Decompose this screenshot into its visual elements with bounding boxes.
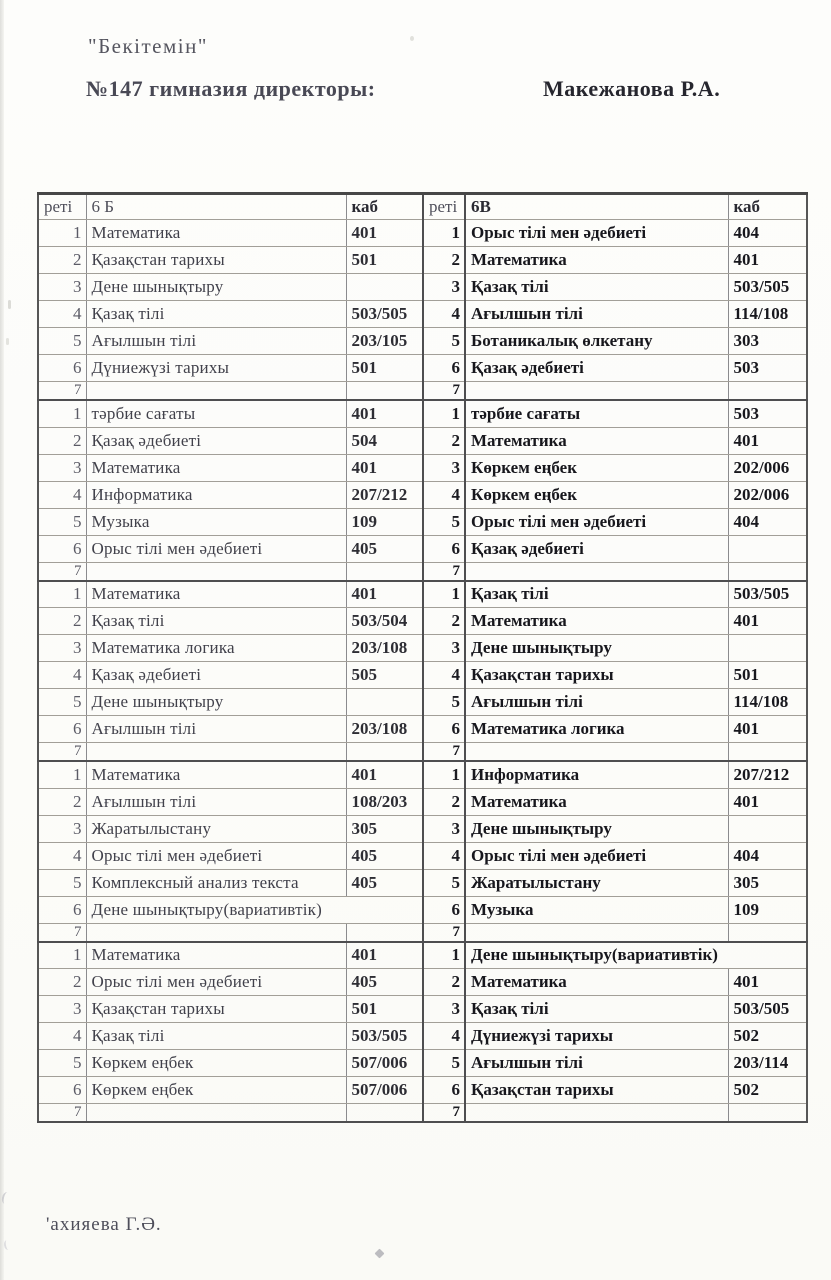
period-number-6v: 7: [423, 923, 465, 942]
subject-6v: [465, 923, 728, 942]
room-6v: 404: [728, 842, 807, 869]
room-6v: 109: [728, 896, 807, 923]
timetable-row: [38, 1077, 807, 1104]
subject-6b: Орыс тілі мен әдебиеті: [86, 969, 346, 996]
room-6b: 501: [346, 996, 423, 1023]
subject-6b: Қазақстан тарихы: [86, 996, 346, 1023]
timetable-row: [38, 923, 807, 942]
period-number-6b: 3: [38, 274, 86, 301]
timetable-row: [38, 328, 807, 355]
room-6v: [728, 1104, 807, 1123]
room-6b: 401: [346, 581, 423, 608]
subject-6b: Қазақ әдебиеті: [86, 427, 346, 454]
timetable-row: [38, 220, 807, 247]
period-number-6b: 1: [38, 581, 86, 608]
timetable-row: [38, 635, 807, 662]
subject-6v: тәрбие сағаты: [465, 400, 728, 427]
timetable-row: [38, 581, 807, 608]
subject-6b: Математика: [86, 220, 346, 247]
subject-6b: Математика: [86, 761, 346, 788]
room-6v: 503: [728, 400, 807, 427]
room-6v: 503/505: [728, 996, 807, 1023]
period-number-6b: 4: [38, 1023, 86, 1050]
room-6b: 501: [346, 247, 423, 274]
room-6v: 401: [728, 608, 807, 635]
subject-6v: Дүниежүзі тарихы: [465, 1023, 728, 1050]
period-number-6b: 6: [38, 355, 86, 382]
room-6v: 401: [728, 716, 807, 743]
room-6v: 114/108: [728, 689, 807, 716]
period-number-6b: 2: [38, 247, 86, 274]
subject-6b: [86, 382, 346, 401]
period-number-6v: 2: [423, 788, 465, 815]
room-6b: 401: [346, 220, 423, 247]
subject-6b: Қазақ әдебиеті: [86, 662, 346, 689]
room-6b: 405: [346, 869, 423, 896]
period-number-6v: 6: [423, 1077, 465, 1104]
room-6b: 401: [346, 761, 423, 788]
col-header-room-6b: каб: [346, 194, 423, 220]
col-header-order-6v: реті: [423, 194, 465, 220]
period-number-6v: 3: [423, 274, 465, 301]
scan-artifact-dot: [8, 300, 11, 309]
subject-6v: [465, 1104, 728, 1123]
period-number-6b: 3: [38, 454, 86, 481]
class-schedule-table: [37, 192, 808, 1123]
timetable-row: [38, 942, 807, 969]
period-number-6v: 4: [423, 1023, 465, 1050]
period-number-6v: 7: [423, 743, 465, 762]
subject-6b: Қазақ тілі: [86, 608, 346, 635]
room-6v: [728, 815, 807, 842]
timetable-row: [38, 996, 807, 1023]
subject-6b: Музыка: [86, 508, 346, 535]
subject-6b: Математика логика: [86, 635, 346, 662]
timetable-row: [38, 1104, 807, 1123]
period-number-6v: 2: [423, 427, 465, 454]
period-number-6v: 6: [423, 535, 465, 562]
subject-6b: Дүниежүзі тарихы: [86, 355, 346, 382]
director-name: Макежанова Р.А.: [543, 76, 721, 101]
room-6v: [728, 743, 807, 762]
subject-6b: Дене шынықтыру(вариативтік): [86, 896, 423, 923]
period-number-6b: 7: [38, 562, 86, 581]
room-6v: 404: [728, 220, 807, 247]
room-6v: 305: [728, 869, 807, 896]
subject-6v: Қазақ тілі: [465, 996, 728, 1023]
room-6v: 401: [728, 969, 807, 996]
room-6b: 401: [346, 454, 423, 481]
room-6b: 203/105: [346, 328, 423, 355]
period-number-6b: 4: [38, 662, 86, 689]
period-number-6v: 1: [423, 220, 465, 247]
subject-6b: Дене шынықтыру: [86, 689, 346, 716]
col-header-class-6v: 6В: [465, 194, 728, 220]
subject-6b: Орыс тілі мен әдебиеті: [86, 842, 346, 869]
room-6b: 503/504: [346, 608, 423, 635]
timetable-row: [38, 481, 807, 508]
subject-6v: Қазақ әдебиеті: [465, 535, 728, 562]
subject-6v: Көркем еңбек: [465, 454, 728, 481]
timetable-row: [38, 969, 807, 996]
room-6b: 405: [346, 969, 423, 996]
period-number-6v: 7: [423, 562, 465, 581]
subject-6b: Көркем еңбек: [86, 1050, 346, 1077]
timetable-row: [38, 301, 807, 328]
period-number-6v: 4: [423, 481, 465, 508]
period-number-6b: 1: [38, 942, 86, 969]
subject-6v: [465, 743, 728, 762]
subject-6v: Математика: [465, 969, 728, 996]
timetable-row: [38, 535, 807, 562]
period-number-6b: 2: [38, 427, 86, 454]
subject-6b: Математика: [86, 454, 346, 481]
period-number-6v: 4: [423, 842, 465, 869]
room-6v: 203/114: [728, 1050, 807, 1077]
period-number-6v: 5: [423, 328, 465, 355]
room-6b: 501: [346, 355, 423, 382]
period-number-6b: 7: [38, 1104, 86, 1123]
period-number-6v: 3: [423, 996, 465, 1023]
period-number-6v: 2: [423, 608, 465, 635]
timetable-body: [38, 220, 807, 1123]
period-number-6b: 7: [38, 923, 86, 942]
subject-6v: Математика логика: [465, 716, 728, 743]
room-6b: [346, 689, 423, 716]
subject-6v: Көркем еңбек: [465, 481, 728, 508]
period-number-6b: 3: [38, 815, 86, 842]
subject-6v: Ағылшын тілі: [465, 301, 728, 328]
room-6b: 505: [346, 662, 423, 689]
subject-6v: Математика: [465, 247, 728, 274]
scan-edge-shadow: [0, 0, 4, 1280]
period-number-6v: 6: [423, 716, 465, 743]
room-6v: 202/006: [728, 481, 807, 508]
subject-6b: [86, 1104, 346, 1123]
subject-6v: Ботаникалық өлкетану: [465, 328, 728, 355]
subject-6v: [465, 382, 728, 401]
subject-6v: Информатика: [465, 761, 728, 788]
subject-6b: [86, 923, 346, 942]
timetable-row: [38, 716, 807, 743]
subject-6b: Қазақстан тарихы: [86, 247, 346, 274]
timetable-row: [38, 454, 807, 481]
period-number-6v: 5: [423, 869, 465, 896]
subject-6v: [465, 562, 728, 581]
room-6b: 504: [346, 427, 423, 454]
scan-artifact-dot: [410, 36, 414, 41]
room-6v: 401: [728, 427, 807, 454]
subject-6b: Ағылшын тілі: [86, 716, 346, 743]
room-6v: 401: [728, 247, 807, 274]
room-6v: 503/505: [728, 274, 807, 301]
room-6b: [346, 923, 423, 942]
period-number-6b: 5: [38, 328, 86, 355]
room-6b: 503/505: [346, 1023, 423, 1050]
subject-6b: Информатика: [86, 481, 346, 508]
timetable-row: [38, 355, 807, 382]
subject-6v: Дене шынықтыру: [465, 815, 728, 842]
room-6v: [728, 535, 807, 562]
timetable-row: [38, 842, 807, 869]
period-number-6b: 5: [38, 508, 86, 535]
period-number-6b: 7: [38, 382, 86, 401]
subject-6b: Қазақ тілі: [86, 301, 346, 328]
col-header-class-6b: 6 Б: [86, 194, 346, 220]
room-6v: 503: [728, 355, 807, 382]
period-number-6b: 1: [38, 400, 86, 427]
subject-6v: Математика: [465, 608, 728, 635]
period-number-6b: 5: [38, 1050, 86, 1077]
period-number-6v: 1: [423, 761, 465, 788]
timetable-row: [38, 400, 807, 427]
timetable-row: [38, 608, 807, 635]
period-number-6v: 5: [423, 1050, 465, 1077]
timetable-row: [38, 815, 807, 842]
scan-artifact-mark: [3, 1239, 12, 1250]
period-number-6v: 7: [423, 1104, 465, 1123]
period-number-6b: 4: [38, 481, 86, 508]
subject-6b: Математика: [86, 942, 346, 969]
period-number-6v: 3: [423, 635, 465, 662]
period-number-6b: 6: [38, 896, 86, 923]
room-6v: 501: [728, 662, 807, 689]
room-6b: 207/212: [346, 481, 423, 508]
period-number-6b: 5: [38, 869, 86, 896]
room-6b: [346, 274, 423, 301]
room-6b: 203/108: [346, 716, 423, 743]
subject-6v: Ағылшын тілі: [465, 689, 728, 716]
approval-text: "Бекітемін": [88, 34, 208, 58]
subject-6v: Математика: [465, 788, 728, 815]
period-number-6b: 1: [38, 220, 86, 247]
period-number-6v: 5: [423, 508, 465, 535]
period-number-6v: 3: [423, 454, 465, 481]
timetable-row: [38, 562, 807, 581]
subject-6v: Орыс тілі мен әдебиеті: [465, 842, 728, 869]
period-number-6b: 4: [38, 301, 86, 328]
subject-6b: Жаратылыстану: [86, 815, 346, 842]
scan-artifact-dot: [6, 338, 9, 345]
period-number-6v: 4: [423, 662, 465, 689]
col-header-order-6b: реті: [38, 194, 86, 220]
room-6v: 401: [728, 788, 807, 815]
subject-6v: Қазақ әдебиеті: [465, 355, 728, 382]
period-number-6b: 3: [38, 996, 86, 1023]
period-number-6b: 6: [38, 1077, 86, 1104]
subject-6b: Ағылшын тілі: [86, 788, 346, 815]
room-6b: 108/203: [346, 788, 423, 815]
period-number-6b: 4: [38, 842, 86, 869]
room-6v: 503/505: [728, 581, 807, 608]
timetable-row: [38, 743, 807, 762]
period-number-6b: 6: [38, 535, 86, 562]
subject-6b: Ағылшын тілі: [86, 328, 346, 355]
room-6b: 507/006: [346, 1077, 423, 1104]
timetable-row: [38, 788, 807, 815]
timetable-row: [38, 508, 807, 535]
timetable-row: [38, 869, 807, 896]
subject-6v: Ағылшын тілі: [465, 1050, 728, 1077]
period-number-6b: 3: [38, 635, 86, 662]
subject-6b: Орыс тілі мен әдебиеті: [86, 535, 346, 562]
room-6v: [728, 382, 807, 401]
director-label: №147 гимназия директоры:: [86, 76, 376, 101]
timetable-row: [38, 1050, 807, 1077]
room-6b: 203/108: [346, 635, 423, 662]
subject-6v: Дене шынықтыру: [465, 635, 728, 662]
timetable-row: [38, 896, 807, 923]
room-6b: 405: [346, 535, 423, 562]
timetable-row: [38, 1023, 807, 1050]
room-6v: 202/006: [728, 454, 807, 481]
subject-6v: Математика: [465, 427, 728, 454]
period-number-6b: 2: [38, 969, 86, 996]
period-number-6v: 2: [423, 969, 465, 996]
scan-artifact-diamond: [375, 1249, 385, 1259]
subject-6b: Комплексный анализ текста: [86, 869, 346, 896]
room-6v: [728, 635, 807, 662]
subject-6v: Қазақ тілі: [465, 581, 728, 608]
period-number-6v: 1: [423, 942, 465, 969]
subject-6v: Жаратылыстану: [465, 869, 728, 896]
timetable-row: [38, 382, 807, 401]
subject-6b: Көркем еңбек: [86, 1077, 346, 1104]
timetable-row: [38, 427, 807, 454]
subject-6b: [86, 562, 346, 581]
period-number-6b: 7: [38, 743, 86, 762]
subject-6b: [86, 743, 346, 762]
subject-6b: тәрбие сағаты: [86, 400, 346, 427]
subject-6v: Қазақстан тарихы: [465, 662, 728, 689]
subject-6v: Орыс тілі мен әдебиеті: [465, 508, 728, 535]
room-6v: [728, 562, 807, 581]
room-6v: 207/212: [728, 761, 807, 788]
period-number-6v: 7: [423, 382, 465, 401]
table-header-row: [38, 194, 807, 220]
room-6b: [346, 743, 423, 762]
subject-6b: Математика: [86, 581, 346, 608]
period-number-6b: 6: [38, 716, 86, 743]
room-6v: 502: [728, 1077, 807, 1104]
timetable-row: [38, 662, 807, 689]
period-number-6v: 3: [423, 815, 465, 842]
timetable-row: [38, 761, 807, 788]
room-6b: 507/006: [346, 1050, 423, 1077]
room-6b: 401: [346, 400, 423, 427]
period-number-6v: 1: [423, 581, 465, 608]
period-number-6b: 5: [38, 689, 86, 716]
room-6v: 404: [728, 508, 807, 535]
subject-6b: Қазақ тілі: [86, 1023, 346, 1050]
subject-6v: Орыс тілі мен әдебиеті: [465, 220, 728, 247]
room-6v: 502: [728, 1023, 807, 1050]
signature-text: 'ахияева Г.Ә.: [46, 1214, 162, 1235]
room-6v: [728, 923, 807, 942]
room-6v: 114/108: [728, 301, 807, 328]
period-number-6v: 2: [423, 247, 465, 274]
subject-6v: Қазақ тілі: [465, 274, 728, 301]
col-header-room-6v: каб: [728, 194, 807, 220]
room-6b: 401: [346, 942, 423, 969]
period-number-6v: 6: [423, 896, 465, 923]
subject-6v: Дене шынықтыру(вариативтік): [465, 942, 807, 969]
subject-6b: Дене шынықтыру: [86, 274, 346, 301]
period-number-6b: 2: [38, 608, 86, 635]
period-number-6v: 6: [423, 355, 465, 382]
timetable-row: [38, 689, 807, 716]
room-6b: [346, 1104, 423, 1123]
period-number-6b: 2: [38, 788, 86, 815]
room-6b: 305: [346, 815, 423, 842]
room-6b: [346, 562, 423, 581]
room-6b: 109: [346, 508, 423, 535]
room-6b: [346, 382, 423, 401]
subject-6v: Музыка: [465, 896, 728, 923]
period-number-6v: 5: [423, 689, 465, 716]
period-number-6v: 1: [423, 400, 465, 427]
room-6v: 303: [728, 328, 807, 355]
timetable-row: [38, 274, 807, 301]
period-number-6v: 4: [423, 301, 465, 328]
period-number-6b: 1: [38, 761, 86, 788]
room-6b: 503/505: [346, 301, 423, 328]
timetable-row: [38, 247, 807, 274]
subject-6v: Қазақстан тарихы: [465, 1077, 728, 1104]
room-6b: 405: [346, 842, 423, 869]
